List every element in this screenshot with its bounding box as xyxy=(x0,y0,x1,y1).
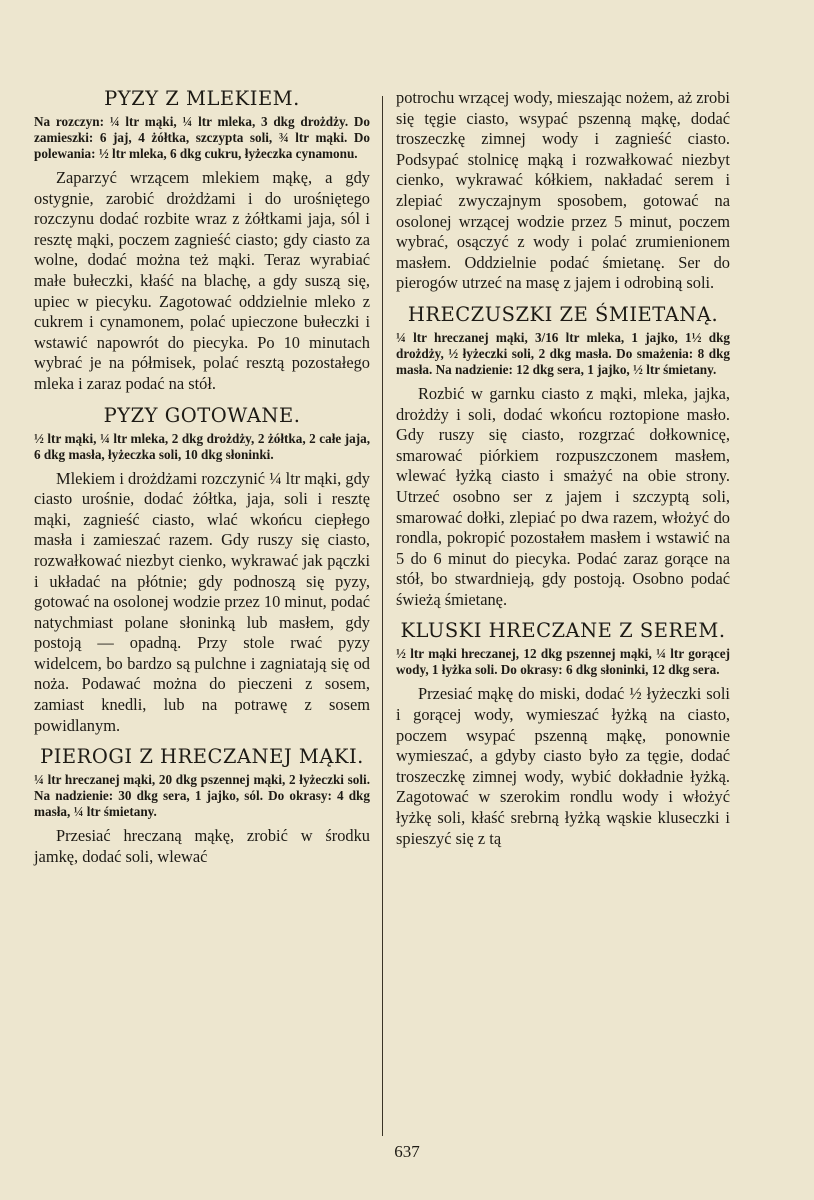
section-title: HRECZUSZKI ZE ŚMIETANĄ. xyxy=(407,302,719,326)
section-title: PYZY GOTOWANE. xyxy=(103,403,301,427)
ingredients: ¼ ltr hreczanej mąki, 20 dkg pszennej mąki, 2 łyżeczki soli. Na nadzienie: 30 dkg sera, 1 jajko, sól. Do okrasy: 4 dkg masła, ¼ ltr śmietany. xyxy=(34,772,370,820)
recipe-text: Przesiać hreczaną mąkę, zrobić w środku jamkę, dodać soli, wlewać xyxy=(34,826,370,866)
ingredients: ½ ltr mąki hreczanej, 12 dkg pszennej mąki, ¼ ltr gorącej wody, 1 łyżka soli. Do okrasy: 6 dkg słoninki, 12 dkg sera. xyxy=(396,646,730,678)
section-title: KLUSKI HRECZANE Z SEREM. xyxy=(400,619,726,643)
right-column xyxy=(396,88,730,849)
recipe-text-continuation: potrochu wrzącej wody, mieszając nożem, aż zrobi się tęgie ciasto, wsypać pszenną mąkę, dodać troszeczkę zimnej wody i zagnieść ciasto. Podsypać stolnicę mąką i rozwałkować niezbyt cienko, wykrawać kółkiem, nakładać serem i zlepiać zwyczajnym sposobem, gotować na osolonej wrzącej wodzie przez 5 minut, poczem wybrać, osączyć z wody i polać zrumienionem masłem. Oddzielnie podać śmietanę. Ser do pierogów utrzeć na masę z jajem i odrobiną soli. xyxy=(396,88,730,293)
recipe-text: Przesiać mąkę do miski, dodać ½ łyżeczki soli i gorącej wody, wymieszać łyżką na ciasto, poczem wsypać pszenną mąkę, ponownie wymieszać, a gdyby ciasto było za tęgie, dodać troszeczkę zimnej wody, wybić dokładnie łyżką. Zagotować w szerokim rondlu wody i włożyć łyżkę soli, kłaść srebrną łyżką wąskie kluseczki i spieszyć się z tą xyxy=(396,684,730,848)
column-divider xyxy=(382,96,383,1136)
section-title: PYZY Z MLEKIEM. xyxy=(104,87,300,110)
ingredients: ½ ltr mąki, ¼ ltr mleka, 2 dkg drożdży, 2 żółtka, 2 całe jaja, 6 dkg masła, łyżeczka soli, 10 dkg słoninki. xyxy=(34,430,370,462)
recipe-text: Zaparzyć wrzącem mlekiem mąkę, a gdy ostygnie, zarobić drożdżami i do urośniętego rozczynu dodać rozbite wraz z żółtkami jaja, sól i resztę mąki, poczem zagnieść ciasto; gdy ciasto za wolne, dodać można też mąki. Teraz wyrabiać małe bułeczki, kłaść na blachę, a gdy suszą się, upiec w piecyku. Zagotować oddzielnie mleko z cukrem i cynamonem, polać upieczone bułeczki i wstawić napowrót do piecyka. Po 10 minutach wybrać je na półmisek, polać resztą pozostałego mleka i zaraz podać na stół. xyxy=(34,168,370,393)
section-title: PIEROGI Z HRECZANEJ MĄKI. xyxy=(40,745,364,769)
page-number: 637 xyxy=(394,1142,420,1161)
left-column xyxy=(34,88,370,867)
ingredients: Na rozczyn: ¼ ltr mąki, ¼ ltr mleka, 3 dkg drożdży. Do zamieszki: 6 jaj, 4 żółtka, szczypta soli, ¾ ltr mąki. Do polewania: ½ ltr mleka, 6 dkg cukru, łyżeczka cynamonu. xyxy=(34,114,370,161)
recipe-text: Rozbić w garnku ciasto z mąki, mleka, jajka, drożdży i soli, dodać wkońcu roztopione masło. Gdy ruszy się ciasto, rozgrzać dołkownicę, smarować piórkiem rozpuszczonem masłem, wlewać łyżką ciasto i smażyć na obie strony. Utrzeć osobno ser z jajem i szczyptą soli, smarować dołki, zlepiać po dwa razem, włożyć do rondla, pokropić pozostałem masłem i wstawić na 5 do 6 minut do piecyka. Podać zaraz gorące na stół, bo stwardnieją, gdy postoją. Osobno podać świeżą śmietanę. xyxy=(396,383,730,609)
ingredients: ¼ ltr hreczanej mąki, 3/16 ltr mleka, 1 jajko, 1½ dkg drożdży, ½ łyżeczki soli, 2 dkg masła. Do smażenia: 8 dkg masła. Na nadzienie: 12 dkg sera, 1 jajko, ½ ltr śmietany. xyxy=(396,329,730,377)
recipe-text: Mlekiem i drożdżami rozczynić ¼ ltr mąki, gdy ciasto urośnie, dodać żółtka, jaja, soli i resztę mąki, zagnieść ciasto, wlać wkońcu ciepłego masła i zamieszać razem. Gdy ruszy się ciasto, rozwałkować niezbyt cienko, wykrawać jak pączki i układać na płótnie; gdy podnoszą się pyzy, gotować na osolonej wodzie przez 10 minut, podać natychmiast polane słoninką lub masłem, gdy postoją — opadną. Przy stole rwać pyzy widelcem, bo bardzo są pulchne i zagniatają się od noża. Podawać można do pieczeni z sosem, zamiast knedli, lub na potrawę z sosem powidlanym. xyxy=(34,468,370,735)
